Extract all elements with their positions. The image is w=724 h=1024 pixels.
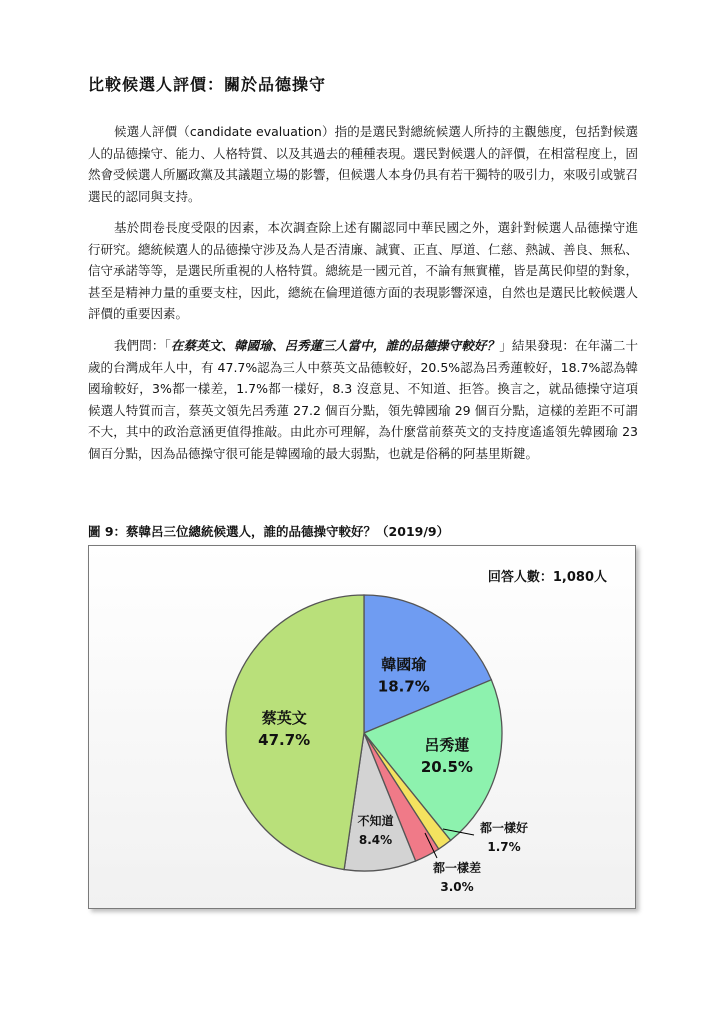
slice-e894a1e88bb1e69687-label: 蔡英文 [261, 709, 307, 728]
paragraph-3-body: 」結果發現：在年滿二十歲的台灣成年人中，有 47.7%認為三人中蔡英文品德較好，20.5%認為呂秀蓮較好，18.7%認為韓國瑜較好，3%都一樣差，1.7%都一樣好，8.3 沒意見、不知道、拒答。換言之，就品德操守這項候選人特質而言，蔡英文領先呂秀蓮 27.2 個百分點，領先韓國瑜 29 個百分點，這樣的差距不可謂不大，其中的政治意涵更值得推敲。由此亦可理解，為什麼當前蔡英文的支持度遙遙領先韓國瑜 23 個百分點，因為品德操守很可能是韓國瑜的最大弱點，也就是俗稱的阿基里斯鍵。 [88, 338, 638, 461]
figure-caption: 圖 9：蔡韓呂三位總統候選人，誰的品德操守較好？（2019/9） [88, 524, 450, 539]
slice-e894a1e88bb1e69687-value-label: 47.7% [258, 731, 311, 750]
slice-e983bde4b880e6a8a3e5a5bd-value-label: 1.7% [487, 840, 521, 854]
respondents-count-label: 回答人數：1,080人 [487, 570, 607, 585]
pie-chart [89, 546, 635, 908]
slice-e59182e7a780e893ae-label: 呂秀蓮 [424, 736, 470, 754]
slice-e4b88de79fa5e98193-label: 不知道 [357, 813, 394, 828]
survey-question: 在蔡英文、韓國瑜、呂秀蓮三人當中，誰的品德操守較好？ [170, 338, 500, 353]
slice-e59182e7a780e893ae-value-label: 20.5% [420, 758, 473, 776]
slice-e99f93e59c8be7919c-label: 韓國瑜 [381, 655, 427, 674]
slice-e983bde4b880e6a8a3e5a5bd-label: 都一樣好 [479, 821, 529, 835]
paragraph-3 [88, 335, 638, 464]
slice-e4b88de79fa5e98193-value-label: 8.4% [358, 832, 393, 847]
page-heading: 比較候選人評價：關於品德操守 [88, 75, 327, 94]
slice-e983bde4b880e6a8a3e5b7ae-value-label: 3.0% [440, 880, 474, 894]
slice-e983bde4b880e6a8a3e5b7ae-label: 都一樣差 [432, 861, 482, 875]
slice-e99f93e59c8be7919c-value-label: 18.7% [377, 677, 430, 696]
pie-chart-panel [88, 545, 636, 909]
paragraph-3-prefix: 我們問：「 [114, 338, 171, 353]
paragraph-2: 基於問卷長度受限的因素，本次調查除上述有關認同中華民國之外，選針對候選人品德操守進行研究。總統候選人的品德操守涉及為人是否清廉、誠實、正直、厚道、仁慈、熱誠、善良、無私、信守承諾等等，是選民所重視的人格特質。總統是一國元首，不論有無實權，皆是萬民仰望的對象，甚至是精神力量的重要支柱，因此，總統在倫理道德方面的表現影響深遠，自然也是選民比較候選人評價的重要因素。 [88, 220, 639, 321]
paragraph-1: 候選人評價（candidate evaluation）指的是選民對總統候選人所持的主觀態度，包括對候選人的品德操守、能力、人格特質、以及其過去的種種表現。選民對候選人的評價，在相當程度上，固然會受候選人所屬政黨及其議題立場的影響，但候選人本身仍具有若干獨特的吸引力，來吸引或號召選民的認同與支持。 [88, 124, 639, 204]
